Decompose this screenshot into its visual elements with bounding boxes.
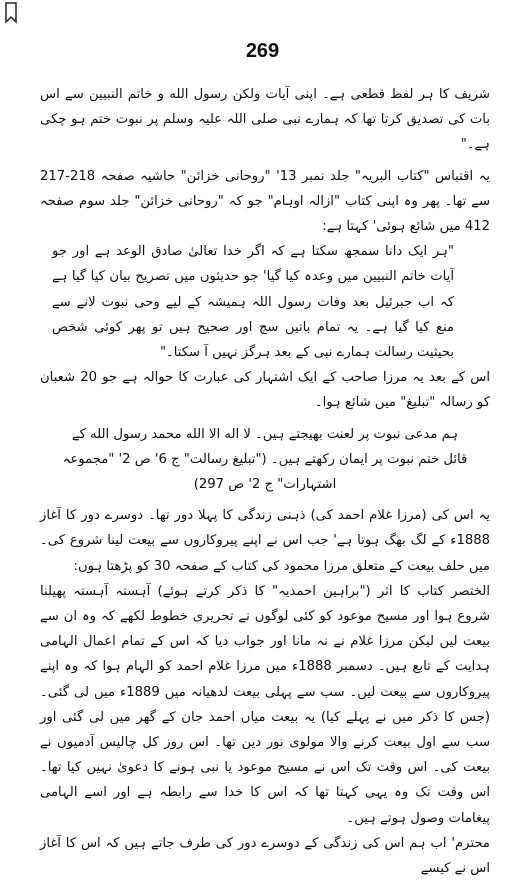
page-number: 269 (245, 40, 280, 62)
quotation-block: "ہر ایک دانا سمجھ سکتا ہے کہ اگر خدا تعالیٰ صادق الوعد ہے اور جو آیات خاتم النبیین میں وعدہ کیا گیا' جو حدیثوں میں تصریح بیان کیا گیا ہے کہ اب جبرئیل بعد وفات رسول اللہ ہمیشہ کے لیے وحی نبوت لانے سے منع کیا گیا ہے۔ یہ تمام باتیں سچ اور صحیح ہیں تو پھر کوئی شخص بحیثیت رسالت ہمارے نبی کے بعد ہرگز نہیں آ سکتا۔" (52, 244, 454, 361)
paragraph-2: یہ اقتباس "کتاب البریہ" جلد نمبر 13' "روحانی خزائن" حاشیہ صفحہ 218-217 سے تھا۔ پھر وہ اپنی کتاب "ازالہ اوہام" جو کہ "روحانی خزائن" جلد سوم صفحہ 412 میں شائع ہوئی' کہتا ہے: (40, 168, 490, 235)
paragraph-6: محترم' اب ہم اس کی زندگی کے دوسرے دور کی طرف جاتے ہیں کہ اس کا آغاز اس نے کیسے (40, 835, 490, 877)
page-body (40, 82, 490, 881)
paragraph-4: یہ اس کی (مرزا غلام احمد کی) ذہنی زندگی کا پہلا دور تھا۔ دوسرے دور کا آغاز 1888ء کے لگ بھگ ہوتا ہے' جب اس نے اپنے پیروکاروں سے بیعت لینا شروع کی۔ میں حلف بیعت کے متعلق مرزا محمود کی کتاب کے صفحہ 30 کو پڑھتا ہوں: (40, 508, 490, 574)
paragraph-1: شریف کا ہر لفظ قطعی ہے۔ اپنی آیات ولکن رسول الله و خاتم النبیین سے اس بات کی تصدیق کرتا تھا کہ ہمارے نبی صلی اللہ علیہ وسلم پر نبوت ختم ہو چکی ہے۔" (40, 87, 490, 153)
bookmark-marker-icon (4, 2, 18, 24)
paragraph-5: الختصر کتاب کا اثر ("براہین احمدیہ" کا ذکر کرتے ہوئے) آہستہ آہستہ پھیلنا شروع ہوا اور مسیح موعود کو کئی لوگوں نے تحریری خطوط لکھے کہ وہ ان سے بیعت لیں لیکن مرزا غلام نے نہ مانا اور جواب دیا کہ اس کے تمام اعمال الہامی ہدایت کے تابع ہیں۔ دسمبر 1888ء میں مرزا غلام احمد کو الہام ہوا کہ وہ اپنے پیروکاروں سے بیعت لیں۔ سب سے پہلی بیعت لدھیانہ میں 1889ء میں لی گئی۔ (جس کا ذکر میں نے پہلے کیا) یہ بیعت میاں احمد جان کے گھر میں لی گئی اور سب سے اول بیعت کرنے والا مولوی نور دین تھا۔ اس روز کل چالیس آدمیوں نے بیعت کی۔ اس وقت تک اس نے مسیح موعود یا نبی ہونے کا دعویٰ نہیں کیا تھا۔ اس وقت تک وہ یہی کہتا تھا کہ اس کا خدا سے رابطہ ہے اور اسے الہامی پیغامات وصول ہوتے ہیں۔ (40, 583, 490, 826)
paragraph-3: اس کے بعد یہ مرزا صاحب کے ایک اشتہار کی عبارت کا حوالہ ہے جو 20 شعبان کو رسالہ "تبلیغ" میں شائع ہوا۔ (40, 370, 490, 411)
announcement-quote: ہم مدعی نبوت پر لعنت بھیجتے ہیں۔ لا اله الا الله محمد رسول الله کے قائل ختم نبوت پر ایمان رکھتے ہیں۔ ("تبلیغ رسالت" ج 6' ص 2' "مجموعہ اشتہارات" ج 2' ص 297) (62, 426, 468, 493)
